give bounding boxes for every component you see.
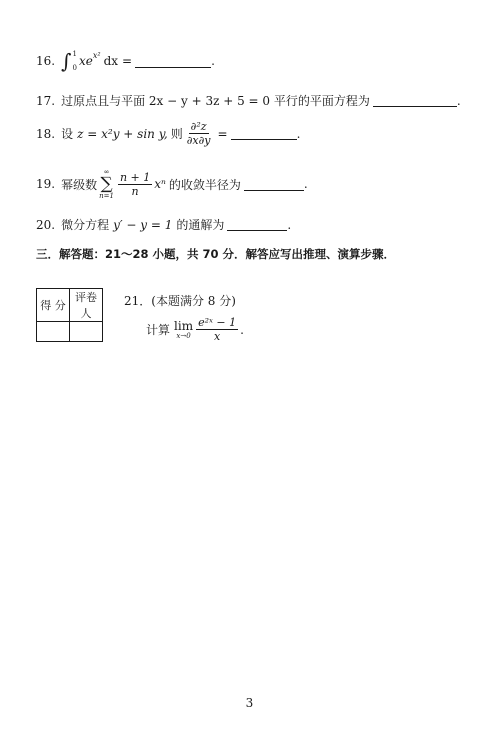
question-19 xyxy=(36,168,308,200)
question-number: 20. xyxy=(36,217,56,232)
question-suffix: 的收敛半径为 xyxy=(168,177,241,192)
summation-sign: ∞ ∑ n=1 xyxy=(99,168,114,200)
question-prefix: 幂级数 xyxy=(61,177,98,192)
section-heading: 三．解答题：21～28 小题，共 70 分．解答应写出推理、演算步骤． xyxy=(36,247,396,261)
answer-blank[interactable] xyxy=(244,178,304,191)
series-term-fraction xyxy=(118,171,152,198)
period: . xyxy=(211,54,215,68)
fraction-denominator: n xyxy=(131,184,139,198)
question-16 xyxy=(36,50,215,72)
sum-upper-limit: ∞ xyxy=(103,168,110,176)
score-cell[interactable] xyxy=(37,322,70,342)
limit-word: lim xyxy=(174,318,194,333)
question-prefix: 计算 xyxy=(146,323,171,337)
question-number: 17. xyxy=(36,93,56,108)
period: . xyxy=(296,126,301,141)
answer-blank[interactable] xyxy=(373,94,457,107)
question-number: 18. xyxy=(36,126,56,141)
fraction-numerator: n + 1 xyxy=(119,170,151,184)
question-text: 过原点且与平面 2x − y + 3z + 5 = 0 平行的平面方程为 xyxy=(61,94,370,108)
question-20 xyxy=(36,216,291,233)
answer-blank[interactable] xyxy=(231,127,297,140)
question-number: 19. xyxy=(36,177,56,191)
integral-upper-limit: 1 xyxy=(72,50,77,58)
question-18 xyxy=(36,120,300,147)
integral-sign: ∫ 1 0 xyxy=(61,49,77,73)
grader-header: 评卷人 xyxy=(70,289,103,322)
integral-lower-limit: 0 xyxy=(72,64,77,72)
integrand-x: x xyxy=(78,54,86,68)
period: . xyxy=(303,177,308,191)
answer-blank[interactable] xyxy=(135,55,211,68)
answer-blank[interactable] xyxy=(227,218,287,231)
equals-sign: = xyxy=(217,126,228,141)
score-header: 得 分 xyxy=(37,289,70,322)
page-number: 3 xyxy=(245,696,254,710)
partial-derivative xyxy=(185,120,213,147)
fraction-denominator: ∂x∂y xyxy=(186,134,211,147)
series-power: xⁿ xyxy=(154,177,166,191)
question-suffix: 的通解为 xyxy=(176,218,225,232)
question-21-expression xyxy=(146,316,244,343)
grader-cell[interactable] xyxy=(70,322,103,342)
integrand-e: e xyxy=(85,54,93,68)
limit-fraction xyxy=(196,316,238,343)
question-connector: 则 xyxy=(170,127,183,141)
score-table xyxy=(36,288,103,342)
limit-operator xyxy=(174,320,193,340)
equals-sign: = xyxy=(122,54,133,68)
differential: dx xyxy=(103,54,119,68)
period: . xyxy=(240,322,244,337)
differential-equation: y′ − y = 1 xyxy=(113,217,173,232)
sum-lower-limit: n=1 xyxy=(99,192,114,200)
question-prefix: 设 xyxy=(61,127,74,141)
period: . xyxy=(287,217,292,232)
fraction-numerator: e²ˣ − 1 xyxy=(198,316,237,329)
integrand-exponent: x² xyxy=(92,50,101,60)
function-expression: z = x²y + sin y, xyxy=(77,126,168,141)
question-21-title: 21．(本题满分 8 分) xyxy=(124,294,236,308)
period: . xyxy=(456,93,461,108)
fraction-numerator: ∂²z xyxy=(190,120,207,133)
question-prefix: 微分方程 xyxy=(61,218,110,232)
question-number: 16. xyxy=(36,54,56,68)
question-17 xyxy=(36,92,461,109)
limit-subscript: x→0 xyxy=(176,331,191,340)
fraction-denominator: x xyxy=(213,330,221,343)
